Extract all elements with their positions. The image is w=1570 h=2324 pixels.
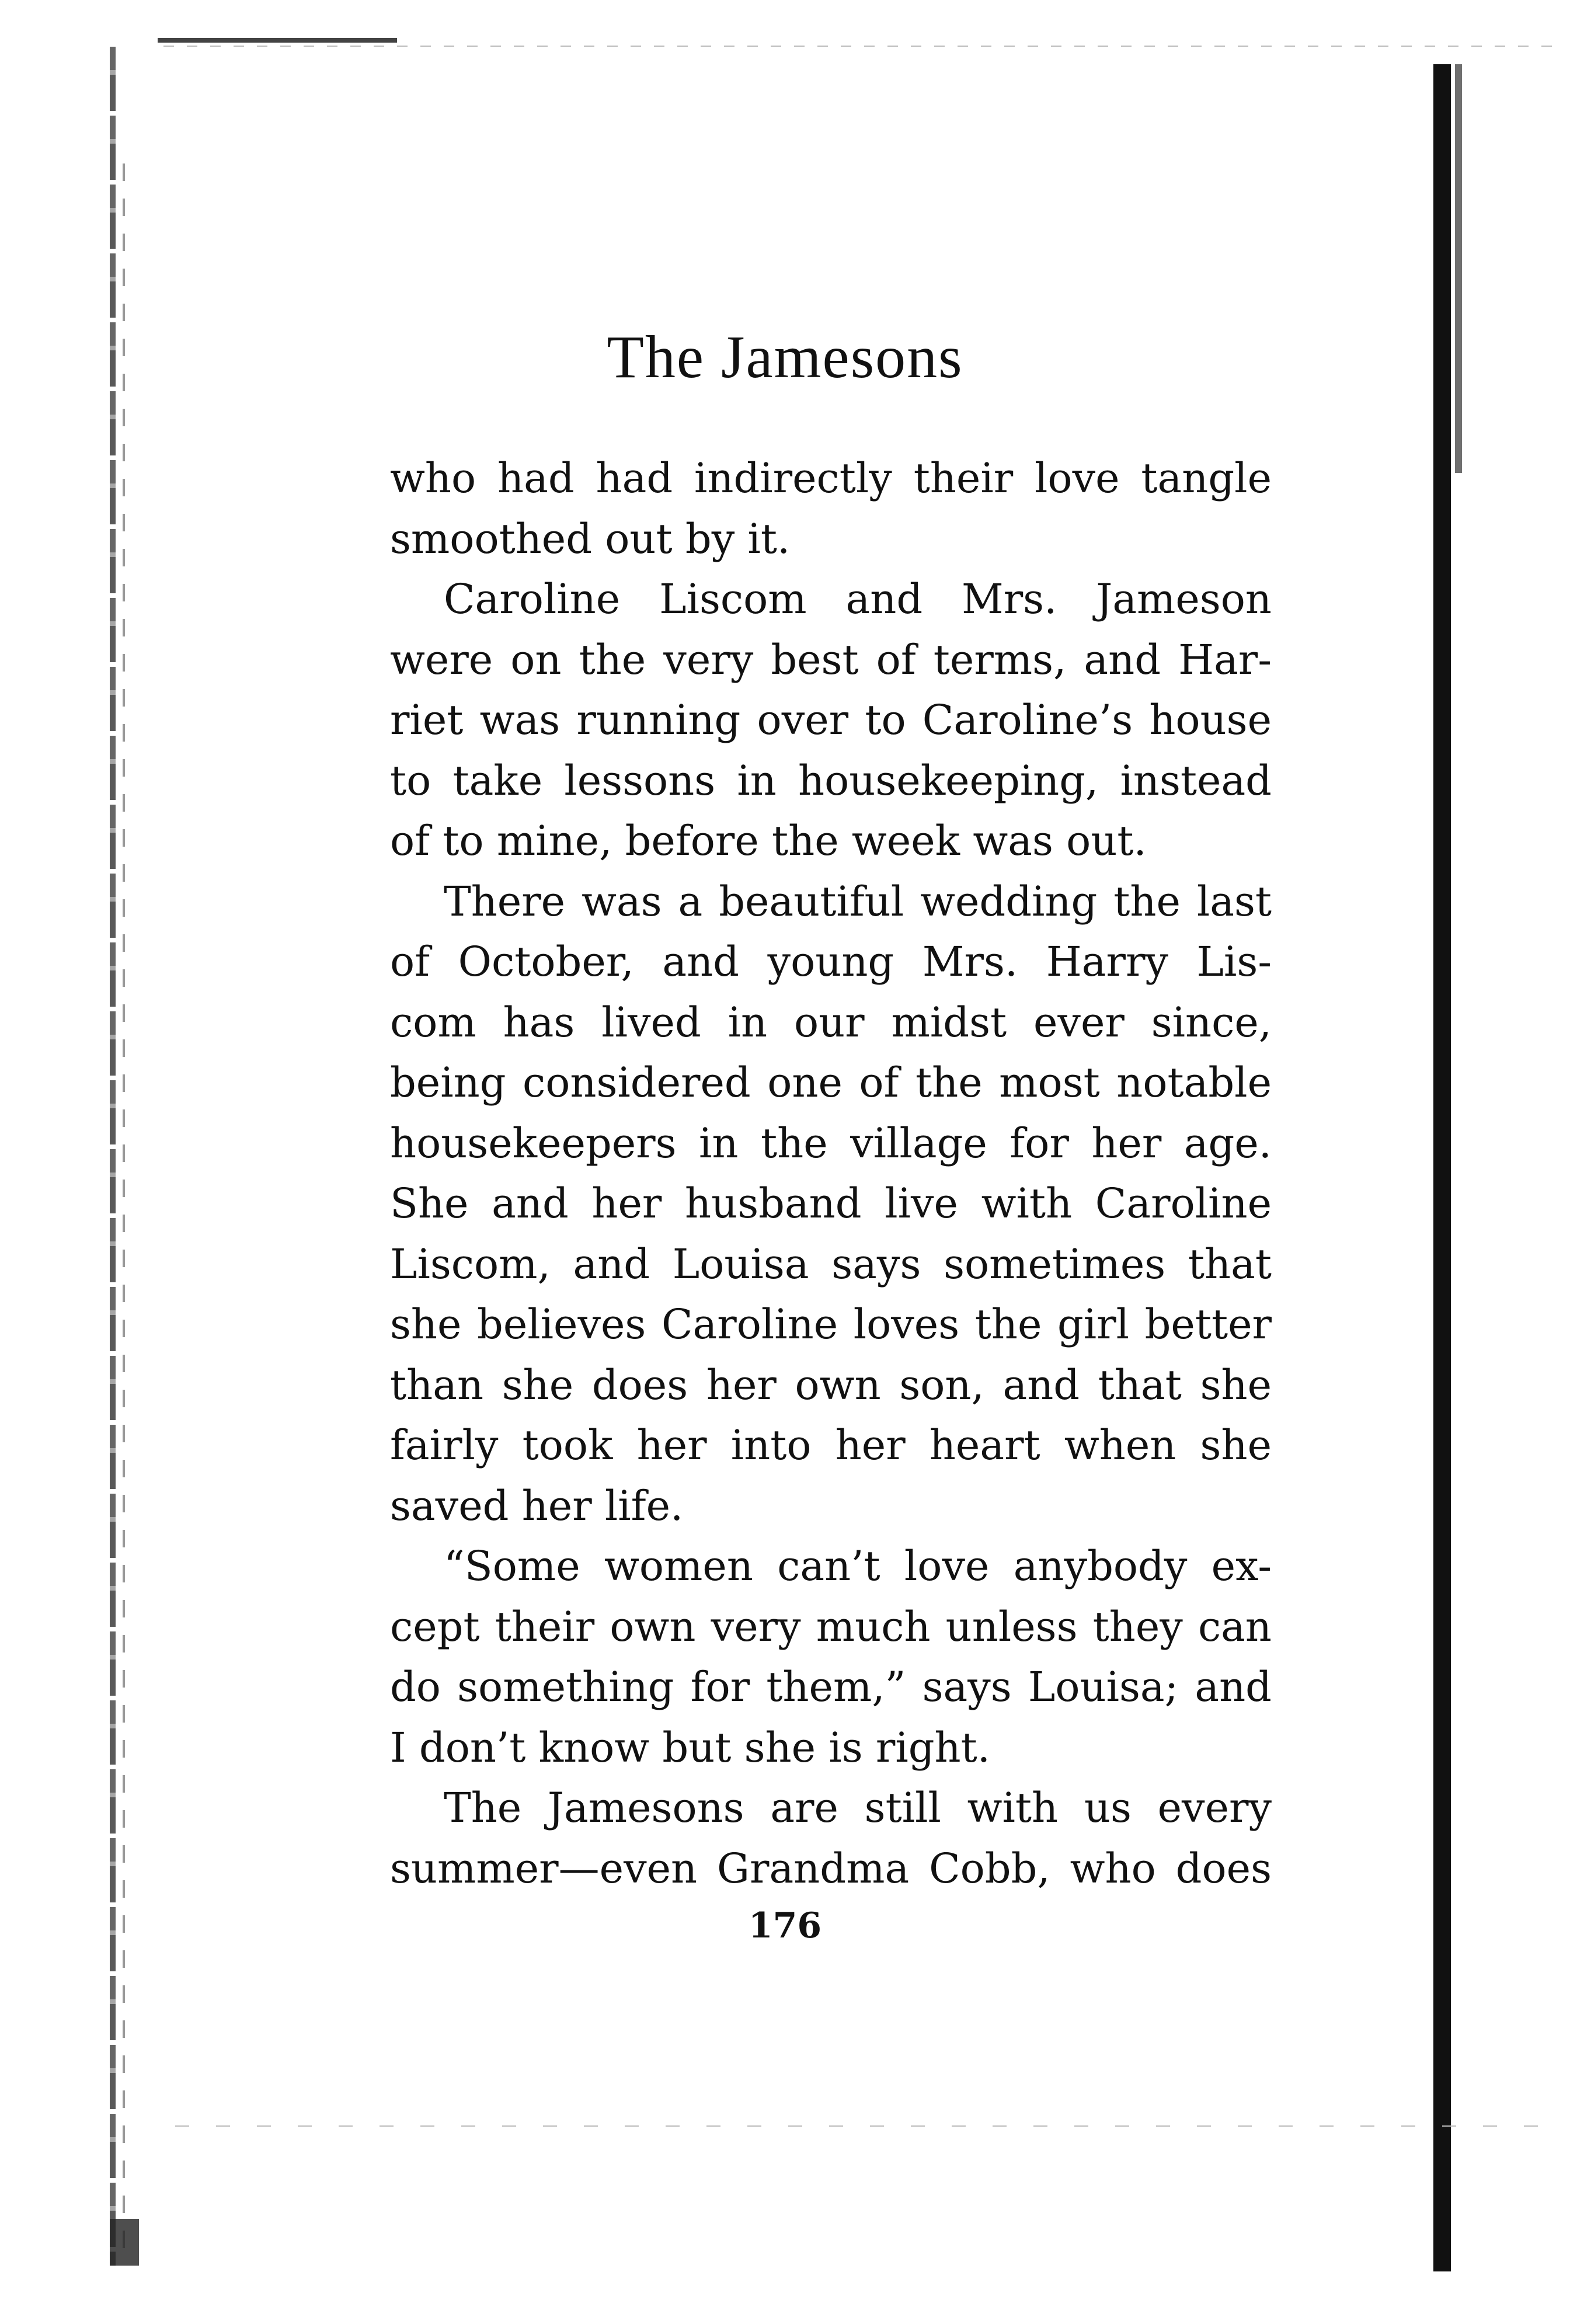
page-number: 176 (748, 1905, 822, 1946)
text-line: were on the very best of terms, and Har- (390, 635, 1272, 684)
page-edge-left-blot (110, 2219, 139, 2266)
text-line: There was a beautiful wedding the last (444, 877, 1272, 926)
text-line: She and her husband live with Caroline (390, 1180, 1272, 1227)
text-line: than she does her own son, and that she (390, 1361, 1272, 1409)
text-line: housekeepers in the village for her age. (390, 1119, 1272, 1167)
text-line: Caroline Liscom and Mrs. Jameson (444, 575, 1272, 623)
text-line: of to mine, before the week was out. (390, 817, 1147, 865)
running-head: The Jamesons (607, 323, 963, 391)
text-line: The Jamesons are still with us every (444, 1784, 1272, 1832)
text-line: saved her life. (390, 1481, 684, 1530)
page-edge-top-dashes (163, 46, 1565, 47)
text-line: smoothed out by it. (390, 514, 791, 563)
text-line: cept their own very much unless they can (390, 1602, 1272, 1651)
body-text (390, 448, 1272, 1899)
page-edge-bottom-dashes (175, 2125, 1565, 2127)
text-line: who had had indirectly their love tangle (390, 454, 1272, 502)
text-line: being considered one of the most notable (390, 1059, 1272, 1107)
text-line: of October, and young Mrs. Harry Lis- (390, 938, 1272, 986)
text-line: summer—even Grandma Cobb, who does (390, 1844, 1272, 1892)
page-edge-top-mark (158, 38, 397, 43)
text-line: com has lived in our midst ever since, (390, 998, 1272, 1046)
text-line: “Some women can’t love anybody ex- (444, 1542, 1272, 1590)
text-line: I don’t know but she is right. (390, 1723, 991, 1772)
text-line: Liscom, and Louisa says sometimes that (390, 1240, 1272, 1288)
text-line: she believes Caroline loves the girl better (390, 1300, 1272, 1348)
page-edge-right-shadow (1455, 64, 1462, 473)
text-line: fairly took her into her heart when she (390, 1421, 1272, 1469)
text-line: to take lessons in housekeeping, instead (390, 756, 1272, 805)
text-line: do something for them,” says Louisa; and (390, 1663, 1272, 1711)
text-line: riet was running over to Caroline’s house (390, 696, 1272, 744)
